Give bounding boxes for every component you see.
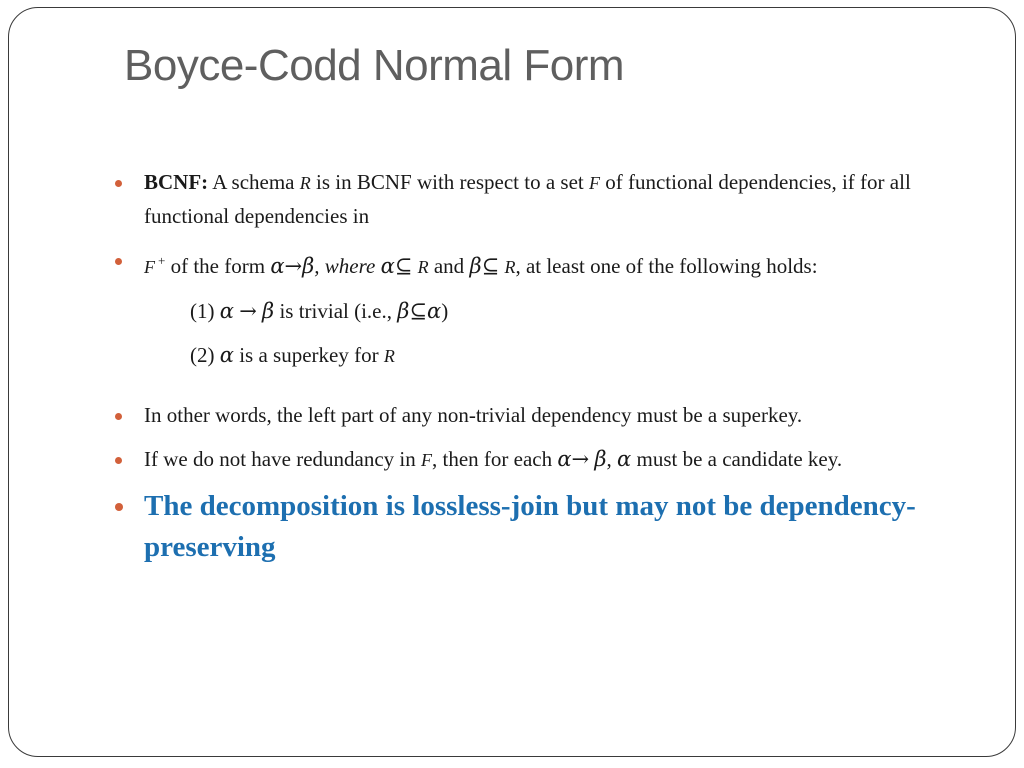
- alpha-symbol: α: [557, 447, 572, 471]
- slide-title: Boyce-Codd Normal Form: [124, 41, 625, 90]
- bullet-bcnf-definition: [115, 166, 965, 233]
- text-run: In other words, the left part of any non-trivial dependency must be a superkey.: [144, 403, 803, 427]
- text-run: A schema: [208, 170, 300, 194]
- alpha-symbol: α: [219, 343, 234, 367]
- subset-symbol: ⊆: [409, 299, 427, 323]
- text-run: , then for each: [432, 447, 558, 471]
- slide-content: [115, 166, 965, 568]
- schema-var: R: [417, 257, 429, 277]
- alpha-symbol: α: [219, 299, 234, 323]
- fd-set-var: F: [588, 173, 600, 193]
- alpha-symbol: α: [427, 299, 442, 323]
- bullet-dot: [115, 503, 123, 511]
- emphasis-text: The decomposition is lossless-join but may not be dependency-preserving: [144, 490, 916, 563]
- text-run: , where: [314, 254, 381, 278]
- condition-number: (1): [190, 299, 220, 323]
- bullet-dot: [115, 457, 122, 464]
- bullet-dot: [115, 413, 122, 420]
- bullet-dot: [115, 258, 122, 265]
- text-run: is trivial (i.e.,: [274, 299, 398, 323]
- schema-var: R: [383, 346, 395, 366]
- schema-var: R: [504, 257, 516, 277]
- text-run: of functional dependencies, if for all functional dependencies in: [144, 170, 911, 228]
- bullet-in-other-words: [115, 399, 965, 432]
- bullet-candidate-key: [115, 443, 965, 477]
- text-run: and: [428, 254, 470, 278]
- text-run: ,: [606, 447, 618, 471]
- arrow-symbol: →: [571, 447, 590, 471]
- alpha-symbol: α: [380, 254, 395, 278]
- text-run: , at least one of the following holds:: [515, 254, 818, 278]
- alpha-symbol: α: [270, 254, 285, 278]
- text-run: is a superkey for: [233, 343, 384, 367]
- bullet-fplus-form: [115, 244, 965, 284]
- alpha-symbol: α: [617, 447, 632, 471]
- arrow-symbol: →: [239, 299, 257, 323]
- beta-symbol: β: [397, 299, 410, 323]
- beta-symbol: β: [302, 254, 315, 278]
- bullet-dot: [115, 180, 122, 187]
- beta-symbol: β: [262, 299, 275, 323]
- beta-symbol: β: [594, 447, 607, 471]
- bcnf-term: BCNF:: [144, 170, 209, 194]
- fd-set-var: F: [421, 450, 432, 470]
- condition-superkey: [115, 339, 965, 373]
- text-run: ): [441, 299, 449, 323]
- schema-var: R: [299, 173, 311, 193]
- bullet-decomposition-note: [115, 486, 965, 568]
- text-run: of the form: [165, 254, 271, 278]
- arrow-symbol: →: [284, 254, 303, 278]
- closure-plus: +: [158, 253, 166, 268]
- subset-symbol: ⊆: [394, 254, 413, 278]
- text-run: If we do not have redundancy in: [144, 447, 421, 471]
- condition-trivial: [115, 295, 965, 328]
- beta-symbol: β: [469, 254, 482, 278]
- fd-closure-var: F: [144, 257, 155, 277]
- condition-number: (2): [190, 343, 220, 367]
- text-run: is in BCNF with respect to a set: [310, 170, 589, 194]
- text-run: must be a candidate key.: [631, 447, 843, 471]
- subset-symbol: ⊆: [481, 254, 500, 278]
